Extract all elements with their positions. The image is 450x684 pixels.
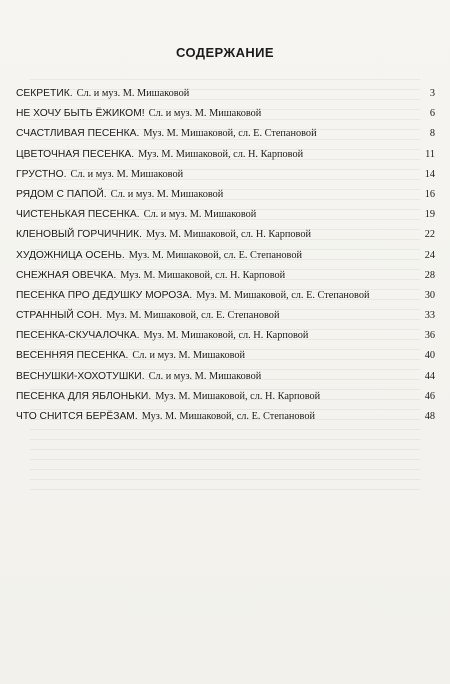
toc-entry — [16, 310, 435, 330]
dot-leader — [189, 88, 430, 99]
song-title: ГРУСТНО. — [16, 168, 67, 180]
toc-entry — [16, 169, 435, 189]
page-number: 40 — [424, 350, 435, 362]
song-credit: Муз. М. Мишаковой, сл. Е. Степановой — [143, 128, 317, 140]
toc-entry — [16, 330, 435, 350]
page-number: 3 — [429, 88, 435, 99]
song-credit: Муз. М. Мишаковой, сл. Н. Карповой — [143, 330, 309, 342]
page-number: 46 — [424, 390, 435, 402]
toc-entry — [16, 270, 435, 290]
page-title: СОДЕРЖАНИЕ — [176, 45, 274, 60]
page-number: 48 — [424, 411, 435, 422]
toc-entry — [16, 108, 435, 128]
toc-entry — [16, 88, 435, 108]
dot-leader — [317, 128, 430, 139]
toc-entry — [16, 128, 435, 148]
dot-leader — [308, 330, 424, 341]
song-title: КЛЕНОВЫЙ ГОРЧИЧНИК. — [16, 229, 143, 241]
song-title: ВЕСНУШКИ-ХОХОТУШКИ. — [16, 370, 145, 382]
page-number: 8 — [429, 128, 435, 140]
dot-leader — [315, 411, 425, 422]
song-credit: Сл. и муз. М. Мишаковой — [148, 370, 262, 382]
song-credit: Муз. М. Мишаковой, сл. Е. Степановой — [106, 310, 280, 322]
dot-leader — [261, 371, 424, 382]
dot-leader — [183, 169, 425, 180]
song-title: СНЕЖНАЯ ОВЕЧКА. — [16, 269, 117, 281]
dot-leader — [303, 149, 425, 160]
toc-entry — [16, 391, 435, 411]
page-number: 44 — [424, 370, 435, 382]
song-credit: Сл. и муз. М. Мишаковой — [132, 350, 246, 362]
dot-leader — [245, 350, 425, 361]
song-credit: Сл. и муз. М. Мишаковой — [76, 88, 190, 99]
toc-entry — [16, 290, 435, 310]
page-number: 11 — [425, 148, 435, 160]
page-number: 28 — [424, 269, 435, 281]
toc-entry — [16, 149, 435, 169]
dot-leader — [261, 108, 430, 119]
song-title: СЧАСТЛИВАЯ ПЕСЕНКА. — [16, 128, 140, 140]
page-number: 6 — [429, 108, 435, 120]
song-title: ЧТО СНИТСЯ БЕРЁЗАМ. — [16, 411, 138, 422]
dot-leader — [223, 189, 424, 200]
song-credit: Сл. и муз. М. Мишаковой — [110, 188, 224, 200]
song-title: РЯДОМ С ПАПОЙ. — [16, 188, 107, 200]
song-title: ПЕСЕНКА ДЛЯ ЯБЛОНЬКИ. — [16, 390, 152, 402]
page-number: 14 — [424, 168, 435, 180]
song-title: ПЕСЕНКА ПРО ДЕДУШКУ МОРОЗА. — [16, 289, 193, 301]
table-of-contents — [16, 88, 435, 431]
page-number: 24 — [424, 249, 435, 261]
dot-leader — [256, 209, 424, 220]
dot-leader — [279, 310, 424, 321]
page-number: 22 — [424, 229, 435, 241]
dot-leader — [285, 270, 425, 281]
page-number: 16 — [424, 188, 435, 200]
toc-entry — [16, 209, 435, 229]
toc-entry — [16, 411, 435, 431]
song-credit: Муз. М. Мишаковой, сл. Е. Степановой — [141, 411, 315, 422]
toc-entry — [16, 350, 435, 370]
dot-leader — [320, 391, 425, 402]
dot-leader — [311, 229, 425, 240]
song-credit: Муз. М. Мишаковой, сл. Н. Карповой — [146, 229, 311, 241]
song-credit: Сл. и муз. М. Мишаковой — [143, 209, 257, 221]
page-number: 30 — [424, 289, 435, 301]
toc-entry — [16, 371, 435, 391]
page-number: 19 — [424, 209, 435, 221]
page-number: 33 — [424, 310, 435, 322]
dot-leader — [370, 290, 425, 301]
song-credit: Муз. М. Мишаковой, сл. Н. Карповой — [155, 390, 321, 402]
song-title: ХУДОЖНИЦА ОСЕНЬ. — [16, 249, 125, 261]
song-title: НЕ ХОЧУ БЫТЬ ЁЖИКОМ! — [16, 108, 145, 120]
page-number: 36 — [424, 330, 435, 342]
song-title: СТРАННЫЙ СОН. — [16, 310, 103, 322]
toc-entry — [16, 250, 435, 270]
song-credit: Сл. и муз. М. Мишаковой — [148, 108, 262, 120]
dot-leader — [302, 250, 425, 261]
song-title: ЦВЕТОЧНАЯ ПЕСЕНКА. — [16, 148, 135, 160]
toc-entry — [16, 189, 435, 209]
song-credit: Муз. М. Мишаковой, сл. Е. Степановой — [128, 249, 303, 261]
song-title: СЕКРЕТИК. — [16, 88, 73, 99]
song-title: ВЕСЕННЯЯ ПЕСЕНКА. — [16, 350, 129, 362]
song-credit: Сл. и муз. М. Мишаковой — [70, 168, 184, 180]
song-title: ПЕСЕНКА-СКУЧАЛОЧКА. — [16, 330, 140, 342]
toc-entry — [16, 229, 435, 249]
song-credit: Муз. М. Мишаковой, сл. Н. Карповой — [138, 148, 304, 160]
song-credit: Муз. М. Мишаковой, сл. Е. Степановой — [196, 289, 370, 301]
song-credit: Муз. М. Мишаковой, сл. Н. Карповой — [120, 269, 286, 281]
song-title: ЧИСТЕНЬКАЯ ПЕСЕНКА. — [16, 209, 140, 221]
